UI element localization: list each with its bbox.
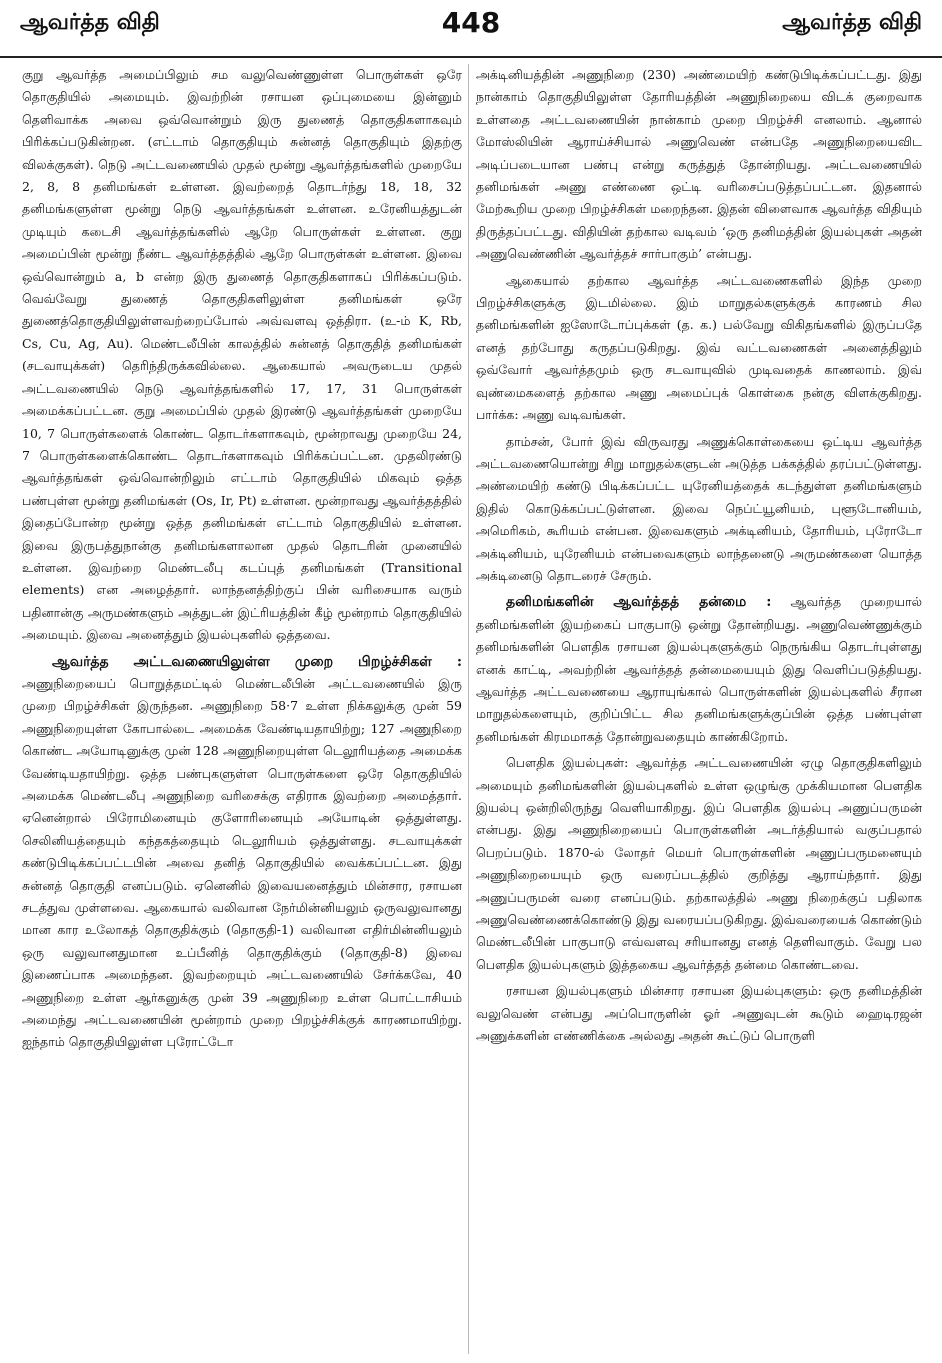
paragraph: அக்டினியத்தின் அணுநிறை (230) அண்மையிற் கண்டுபிடிக்கப்பட்டது. இது நான்காம் தொகுதியிலுள்ள தோரியத்தின் அணுநிறையை விடக் குறைவாக உள்ளதை அட்டவணையின் நான்காம் முறை பிறழ்ச்சி எனலாம். ஆனால் மோஸ்லியின் ஆராய்ச்சியால் அணுவெண் என்பதே அணுநிறையைவிட அடிப்படையான பண்பு என்று கருத்துத் தோன்றியது. அட்டவணையில் தனிமங்கள் அணு எண்ணை ஒட்டி வரிசைப்படுத்தப்பட்டன. இதனால் மேற்கூறிய முறை பிறழ்ச்சிகள் மறைந்தன. இதன் விளைவாக ஆவர்த்த விதியும் திருத்தப்பட்டது. விதியின் தற்கால வடிவம் ‘ஒரு தனிமத்தின் இயல்புகள் அதன் அணுவெண்ணின் ஆவர்த்தச் சார்பாகும்’ என்பது.	[476, 67, 922, 262]
paragraph: ஆகையால் தற்கால ஆவர்த்த அட்டவணைகளில் இந்த முறை பிறழ்ச்சிகளுக்கு இடமில்லை. இம் மாறுதல்களுக்குக் காரணம் சில தனிமங்களின் ஐஸோடோப்புக்கள் (த. க.) பல்வேறு விகிதங்களில் இருப்பதே எனத் தற்போது கருதப்படுகிறது. இவ் வட்டவணைகள் அனைத்திலும் ஒவ்வோர் ஆவர்த்தமும் ஒரு சடவாயுவில் முடிவதைக் காணலாம். இவ் வுண்மைகளைத் தற்கால அணு அமைப்புக் கொள்கை நன்கு விளக்குகிறது. பார்க்க: அணு வடிவங்கள்.	[476, 272, 922, 423]
paragraph: அணுநிறையைப் பொறுத்தமட்டில் மெண்டலீபின் அட்டவணையில் இரு முறை பிறழ்ச்சிகள் இருந்தன. அணுநிறை 58·7 உள்ள நிக்கலுக்கு முன் 59 அணுநிறையுள்ள கோபால்டை அமைக்க வேண்டியதாயிற்று; 127 அணுநிறை கொண்ட அயோடினுக்கு முன் 128 அணுநிறையுள்ள டெலூரியத்தை அமைக்க வேண்டியதாயிற்று. ஒத்த பண்புகளுள்ள பொருள்களை ஒரே தொகுதியில் அமைக்க மெண்டலீபு அணுநிறை வரிசைக்கு எதிராக இவற்றை அமைத்தார். ஏனென்றால் பிரோமினையும் குளோரினையும் அயோடின் ஒத்துள்ளது. செலினியத்தையும் கந்தகத்தையும் டெலூரியம் ஒத்துள்ளது. சடவாயுக்கள் கண்டுபிடிக்கப்பட்டபின் அவை தனித் தொகுதியில் வைக்கப்பட்டன. இது சுன்னத் தொகுதி எனப்படும். ஏனெனில் இவையனைத்தும் மின்சார, ரசாயன சடத்துவ முள்ளவை. ஆகையால் வலிவான நேர்மின்னியலும் ஒருவலுவானது மான கார உலோகத் தொகுதிக்கும் (தொகுதி-1) வலிவான எதிர்மின்னியலும் ஒரு வலுவானதுமான உப்பீனித் தொகுதிக்கும் (தொகுதி-8) இவை இணைப்பாக அமைந்தன. இவற்றையும் அட்டவணையில் சேர்க்கவே, 40 அணுநிறை உள்ள ஆர்கனுக்கு முன் 39 அணுநிறை உள்ள பொட்டாசியம் அமைந்து அட்டவணையின் மூன்றாம் முறை பிறழ்ச்சிக்குக் காரணமாயிற்று. ஐந்தாம் தொகுதியிலுள்ள புரோட்டோ	[22, 675, 462, 1050]
right-column	[476, 64, 922, 1354]
left-column	[22, 64, 462, 1354]
section-heading: ஆவர்த்த அட்டவணையிலுள்ள முறை பிறழ்ச்சிகள் :	[52, 653, 462, 670]
paragraph: ஆவர்த்த முறையால் தனிமங்களின் இயற்கைப் பாகுபாடு ஒன்று தோன்றியது. அணுவெண்ணுக்கும் தனிமங்களின் பௌதிக ரசாயன இயல்புகளுக்கும் நெருங்கிய தொடர்புள்ளது எனக் காட்டி, அவற்றின் ஆவர்த்தத் தன்மையையும் இது வெளிப்படுத்தியது. ஆவர்த்த அட்டவணையை ஆராயுங்கால் பொருள்களின் இயல்புகளில் சீரான மாறுதல்களையும், குறிப்பிட்ட சில தனிமங்களுக்குப்பின் ஒத்த பண்புள்ள தனிமங்கள் கிரமமாகத் தோன்றுவதையும் காண்கிறோம்.	[476, 594, 922, 744]
page-number: 448	[441, 6, 501, 39]
paragraph: தாம்சன், போர் இவ் விருவரது அணுக்கொள்கையை ஒட்டிய ஆவர்த்த அட்டவணையொன்று சிறு மாறுதல்களுடன் அடுத்த பக்கத்தில் தரப்பட்டுள்ளது. அண்மையிற் கண்டு பிடிக்கப்பட்ட யுரேனியத்தைக் கடந்துள்ள தனிமங்களும் இதில் கொடுக்கப்பட்டுள்ளன. இவை நெப்ட்யூனியம், புளூடோனியம், அமெரிகம், கூரியம் என்பன. இவைகளும் அக்டினியம், தோரியம், புரோடோ அக்டினியம், யுரேனியம் என்பவைகளும் லாந்தனைடு அருமண்களை யொத்த அக்டினைடு தொடரைச் சேரும்.	[476, 433, 922, 583]
paragraph: ரசாயன இயல்புகளும் மின்சார ரசாயன இயல்புகளும்: ஒரு தனிமத்தின் வலுவெண் என்பது அப்பொருளின் ஓர் அணுவுடன் கூடும் ஹைடிரஜன் அணுக்களின் எண்ணிக்கை அல்லது அதன் கூட்டுப் பொருளி	[476, 983, 922, 1044]
page-header	[0, 0, 942, 58]
section-heading: தனிமங்களின் ஆவர்த்தத் தன்மை :	[506, 594, 772, 611]
paragraph: பௌதிக இயல்புகள்: ஆவர்த்த அட்டவணையின் ஏழு தொகுதிகளிலும் அமையும் தனிமங்களின் இயல்புகளில் உள்ள ஒழுங்கு முக்கியமான பௌதிக இயல்பு ஒன்றிலிருந்து வெளியாகிறது. இப் பௌதிக இயல்பு அணுப்பருமன் என்பது. இது அணுநிறையைப் பொருள்களின் அடர்த்தியால் வகுப்பதால் பெறப்படும். 1870-ல் லோதர் மெயர் பொருள்களின் அணுப்பருமனையும் அணுநிறையையும் ஒரு வரைப்படத்தில் குறித்து ஆராய்ந்தார். இது அணுப்பருமன் வரை எனப்படும். தற்காலத்தில் அணு நிறைக்குப் பதிலாக அணுவெண்ணைக்கொண்டு இது வரையப்படுகிறது. இவ்வரையைக் கொண்டும் மெண்டலீபின் பாகுபாடு எவ்வளவு சரியானது எனத் தெளிவாகும். வேறு பல பௌதிக இயல்புகளும் இத்தகைய ஆவர்த்தத் தன்மை கொண்டவை.	[476, 755, 922, 972]
column-divider	[468, 64, 469, 1354]
running-title-left: ஆவர்த்த விதி	[20, 10, 160, 35]
paragraph: குறு ஆவர்த்த அமைப்பிலும் சம வலுவெண்ணுள்ள பொருள்கள் ஒரே தொகுதியில் அமையும். இவற்றின் ரசாயன ஒப்புமையை இன்னும் தெளிவாக்க அவை ஒவ்வொன்றும் இரு துணைத் தொகுதிகளாகவும் பிரிக்கப்படுகின்றன. (எட்டாம் தொகுதியும் சுன்னத் தொகுதியும் இதற்கு விலக்குகள்). நெடு அட்டவணையில் முதல் மூன்று ஆவர்த்தங்களில் முறையே 2, 8, 8 தனிமங்கள் உள்ளன. இவற்றைத் தொடர்ந்து 18, 18, 32 தனிமங்களுள்ள மூன்று நெடு ஆவர்த்தங்கள் உள்ளன. உரேனியத்துடன் முடியும் கடைசி ஆவர்த்தங்களில் ஆறே பொருள்கள் உள்ளன. குறு அமைப்பின் மூன்று நீண்ட ஆவர்த்தத்தில் ஆறே பொருள்கள் உள்ளன. இவை ஒவ்வொன்றும் a, b என்ற இரு துணைத் தொகுதிகளாகப் பிரிக்கப்படும். வெவ்வேறு துணைத் தொகுதிகளிலுள்ள தனிமங்கள் ஒரே துணைத்தொகுதியிலுள்ளவற்றைப்போல் அவ்வளவு ஒத்திரா. (உ-ம் K, Rb, Cs, Cu, Ag, Au). மெண்டலீபின் காலத்தில் சுன்னத் தொகுதித் தனிமங்கள் (சடவாயுக்கள்) தெரிந்திருக்கவில்லை. ஆகையால் அவருடைய முதல் அட்டவணையில் நெடு ஆவர்த்தங்களில் 17, 17, 31 பொருள்கள் அமைக்கப்பட்டன. குறு அமைப்பில் முதல் இரண்டு ஆவர்த்தங்கள் முறையே 10, 7 பொருள்களைக் கொண்ட தொடர்களாகவும், மூன்றாவது முறையே 24, 7 பொருள்களைக்கொண்ட தொடர்களாகவும் பிரிக்கப்பட்டன. முதலிரண்டு ஆவர்த்தங்கள் ஒவ்வொன்றிலும் எட்டாம் தொகுதியில் மிகவும் ஒத்த பண்புள்ள மூன்று தனிமங்கள் (Os, Ir, Pt) உள்ளன. மூன்றாவது ஆவர்த்தத்தில் இதைப்போன்ற மூன்று ஒத்த தனிமங்கள் எட்டாம் தொகுதியில் உள்ளன. இவை இருபத்துநான்கு தனிமங்களாலான முதல் தொடரின் முனையில் உள்ளன. இவற்றை மெண்டலீபு கடப்புத் தனிமங்கள் (Transitional elements) என அழைத்தார். லாந்தனத்திற்குப் பின் வரிசையாக வரும் பதினான்கு அருமண்களும் அத்துடன் இட்ரியத்தின் கீழ் மூன்றாம் தொகுதியில் அமையும். இவை அனைத்தும் இயல்புகளில் ஒத்தவை.	[22, 67, 462, 643]
running-title-right: ஆவர்த்த விதி	[782, 10, 922, 35]
